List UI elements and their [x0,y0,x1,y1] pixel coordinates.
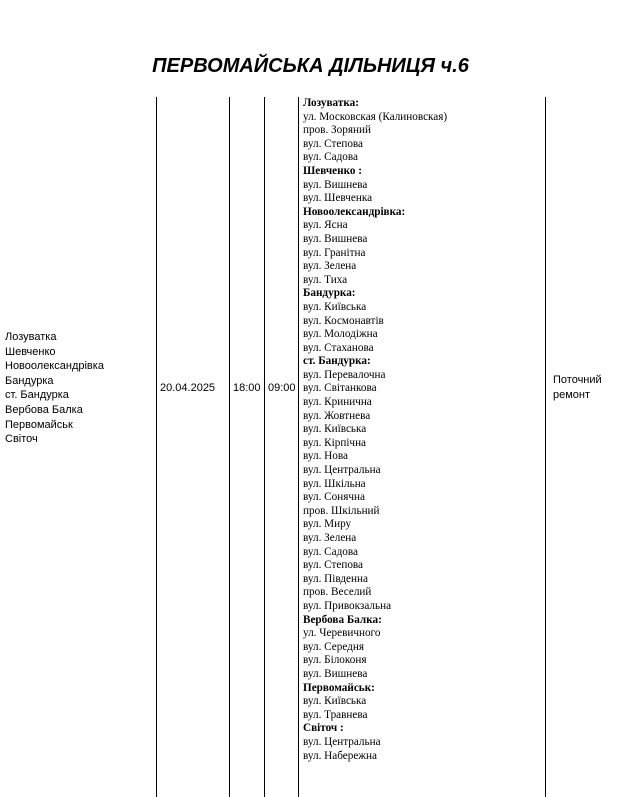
street-name: вул. Миру [303,518,352,531]
street-name: вул. Гранітна [303,246,366,259]
streets-cell [303,97,447,763]
street-name: вул. Привокзальна [303,599,392,612]
street-name: вул. Тиха [303,273,348,286]
street-name: ул. Черевичного [303,627,381,640]
date-cell: 20.04.2025 [160,382,216,394]
settlement-heading: Первомайськ: [303,681,375,694]
settlement: ст. Бандурка [5,389,69,402]
settlement-heading: ст. Бандурка: [303,355,371,368]
settlement: Новоолександрівка [5,360,104,373]
column-divider [545,97,546,797]
street-name: вул. Степова [303,137,364,150]
street-name: пров. Зоряний [303,124,371,137]
street-name: ул. Московская (Калиновская) [303,110,448,123]
street-name: вул. Молодіжна [303,328,378,341]
settlement-heading: Лозуватка: [303,97,359,109]
street-name: вул. Перевалочна [303,368,386,381]
street-name: вул. Нова [303,450,348,463]
street-name: вул. Київська [303,423,367,436]
street-name: вул. Стаханова [303,341,374,354]
settlement: Первомайськ [5,418,73,431]
outage-table [0,97,621,797]
street-name: вул. Південна [303,572,368,585]
settlement-heading: Вербова Балка: [303,613,382,626]
street-name: вул. Вишнева [303,232,368,245]
time-to-cell: 09:00 [268,382,296,394]
street-name: вул. Зелена [303,260,357,273]
street-name: вул. Шевченка [303,192,373,205]
column-divider [229,97,230,797]
street-name: вул. Травнева [303,708,368,721]
street-name: вул. Середня [303,640,364,653]
street-name: вул. Степова [303,559,364,572]
street-name: вул. Київська [303,300,367,313]
street-name: вул. Білоконя [303,654,367,667]
reason-cell [553,373,602,402]
settlement-heading: Світоч : [303,722,344,735]
page-title: ПЕРВОМАЙСЬКА ДІЛЬНИЦЯ ч.6 [152,55,469,77]
reason-line: ремонт [553,388,591,401]
street-name: вул. Космонавтів [303,314,384,327]
street-name: вул. Жовтнева [303,409,371,422]
street-name: вул. Шкільна [303,477,366,490]
street-name: вул. Вишнева [303,667,368,680]
street-name: вул. Кірпічна [303,436,367,449]
settlement: Шевченко [5,345,56,358]
street-name: вул. Садова [303,545,358,558]
settlement: Бандурка [5,374,54,387]
settlement: Світоч [5,433,38,446]
column-divider [156,97,157,797]
street-name: вул. Центральна [303,735,381,748]
street-name: вул. Центральна [303,464,381,477]
time-from-cell: 18:00 [233,382,261,394]
settlement: Лозуватка [5,331,57,343]
settlement-heading: Шевченко : [303,164,363,177]
street-name: вул. Набережна [303,749,377,762]
settlement: Вербова Балка [5,403,83,416]
street-name: вул. Садова [303,151,358,164]
street-name: вул. Світанкова [303,382,377,395]
street-name: вул. Ясна [303,219,348,232]
column-divider [298,97,299,797]
settlement-heading: Бандурка: [303,287,356,300]
street-name: вул. Київська [303,695,367,708]
reason-line: Поточний [553,374,602,386]
street-name: вул. Сонячна [303,491,365,504]
column-divider [264,97,265,797]
settlement-heading: Новоолександрівка: [303,205,406,218]
settlements-cell [5,330,104,447]
street-name: вул. Зелена [303,532,357,544]
street-name: пров. Шкільний [303,504,380,517]
street-name: вул. Вишнева [303,178,368,191]
street-name: пров. Веселий [303,586,372,599]
street-name: вул. Кринична [303,396,372,409]
